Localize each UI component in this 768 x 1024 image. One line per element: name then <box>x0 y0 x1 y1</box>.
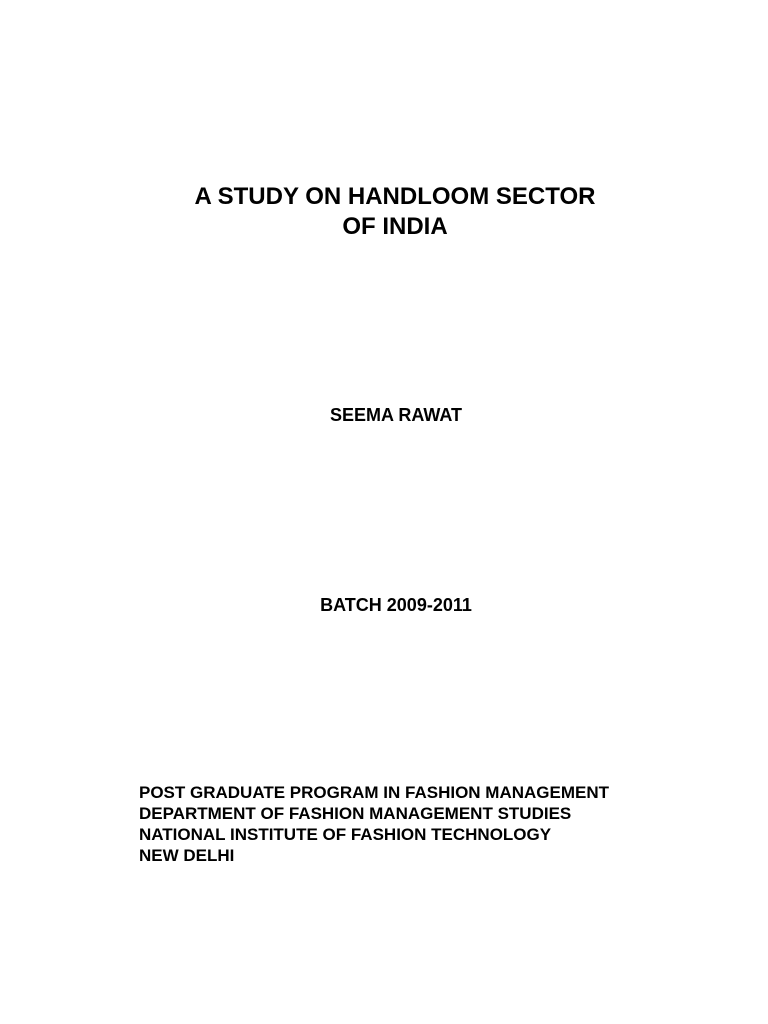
city-line: NEW DELHI <box>139 846 235 865</box>
institution-block <box>139 782 609 866</box>
department-line: DEPARTMENT OF FASHION MANAGEMENT STUDIES <box>139 804 572 823</box>
institute-line: NATIONAL INSTITUTE OF FASHION TECHNOLOGY <box>139 825 552 844</box>
author-name: SEEMA RAWAT <box>329 405 462 425</box>
document-title <box>0 182 768 242</box>
batch-label: BATCH 2009-2011 <box>320 595 472 615</box>
title-line: A STUDY ON HANDLOOM SECTOR <box>194 183 596 210</box>
title-line: OF INDIA <box>342 213 448 240</box>
program-line: POST GRADUATE PROGRAM IN FASHION MANAGEMENT <box>139 783 610 802</box>
